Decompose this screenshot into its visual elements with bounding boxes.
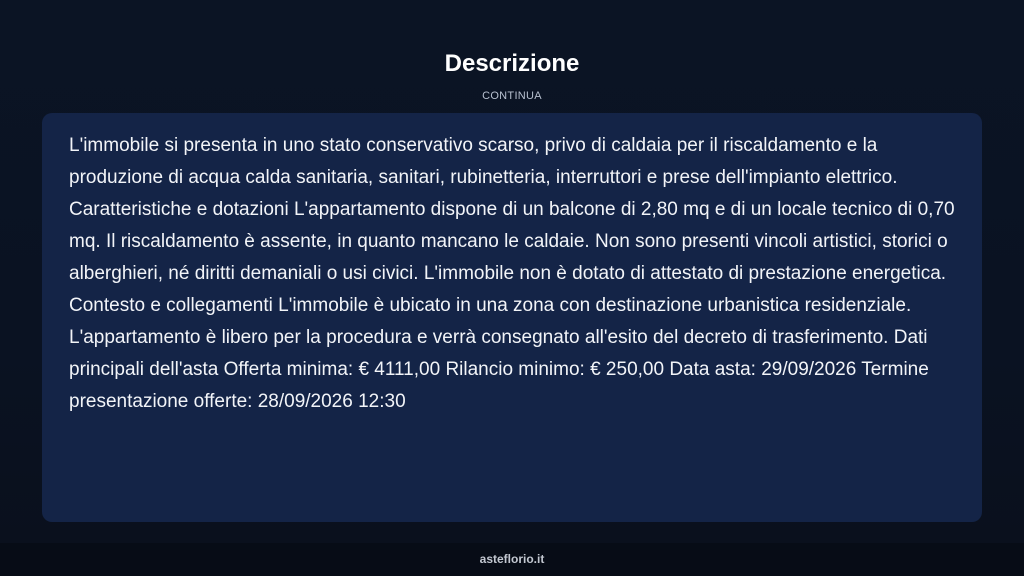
description-card <box>42 113 982 522</box>
footer-bar <box>0 543 1024 576</box>
description-text: L'immobile si presenta in uno stato conservativo scarso, privo di caldaia per il riscaldamento e la produzione di acqua calda sanitaria, sanitari, rubinetteria, interruttori e prese dell'impianto elettrico. Caratteristiche e dotazioni L'appartamento dispone di un balcone di 2,80 mq e di un locale tecnico di 0,70 mq. Il riscaldamento è assente, in quanto mancano le caldaie. Non sono presenti vincoli artistici, storici o alberghieri, né diritti demaniali o usi civici. L'immobile non è dotato di attestato di prestazione energetica. Contesto e collegamenti L'immobile è ubicato in una zona con destinazione urbanistica residenziale. L'appartamento è libero per la procedura e verrà consegnato all'esito del decreto di trasferimento. Dati principali dell'asta Offerta minima: € 4111,00 Rilancio minimo: € 250,00 Data asta: 29/09/2026 Termine presentazione offerte: 28/09/2026 12:30 <box>69 135 955 412</box>
page-title: Descrizione <box>444 50 580 77</box>
site-name: asteflorio.it <box>479 552 545 566</box>
continue-label: CONTINUA <box>482 90 542 102</box>
